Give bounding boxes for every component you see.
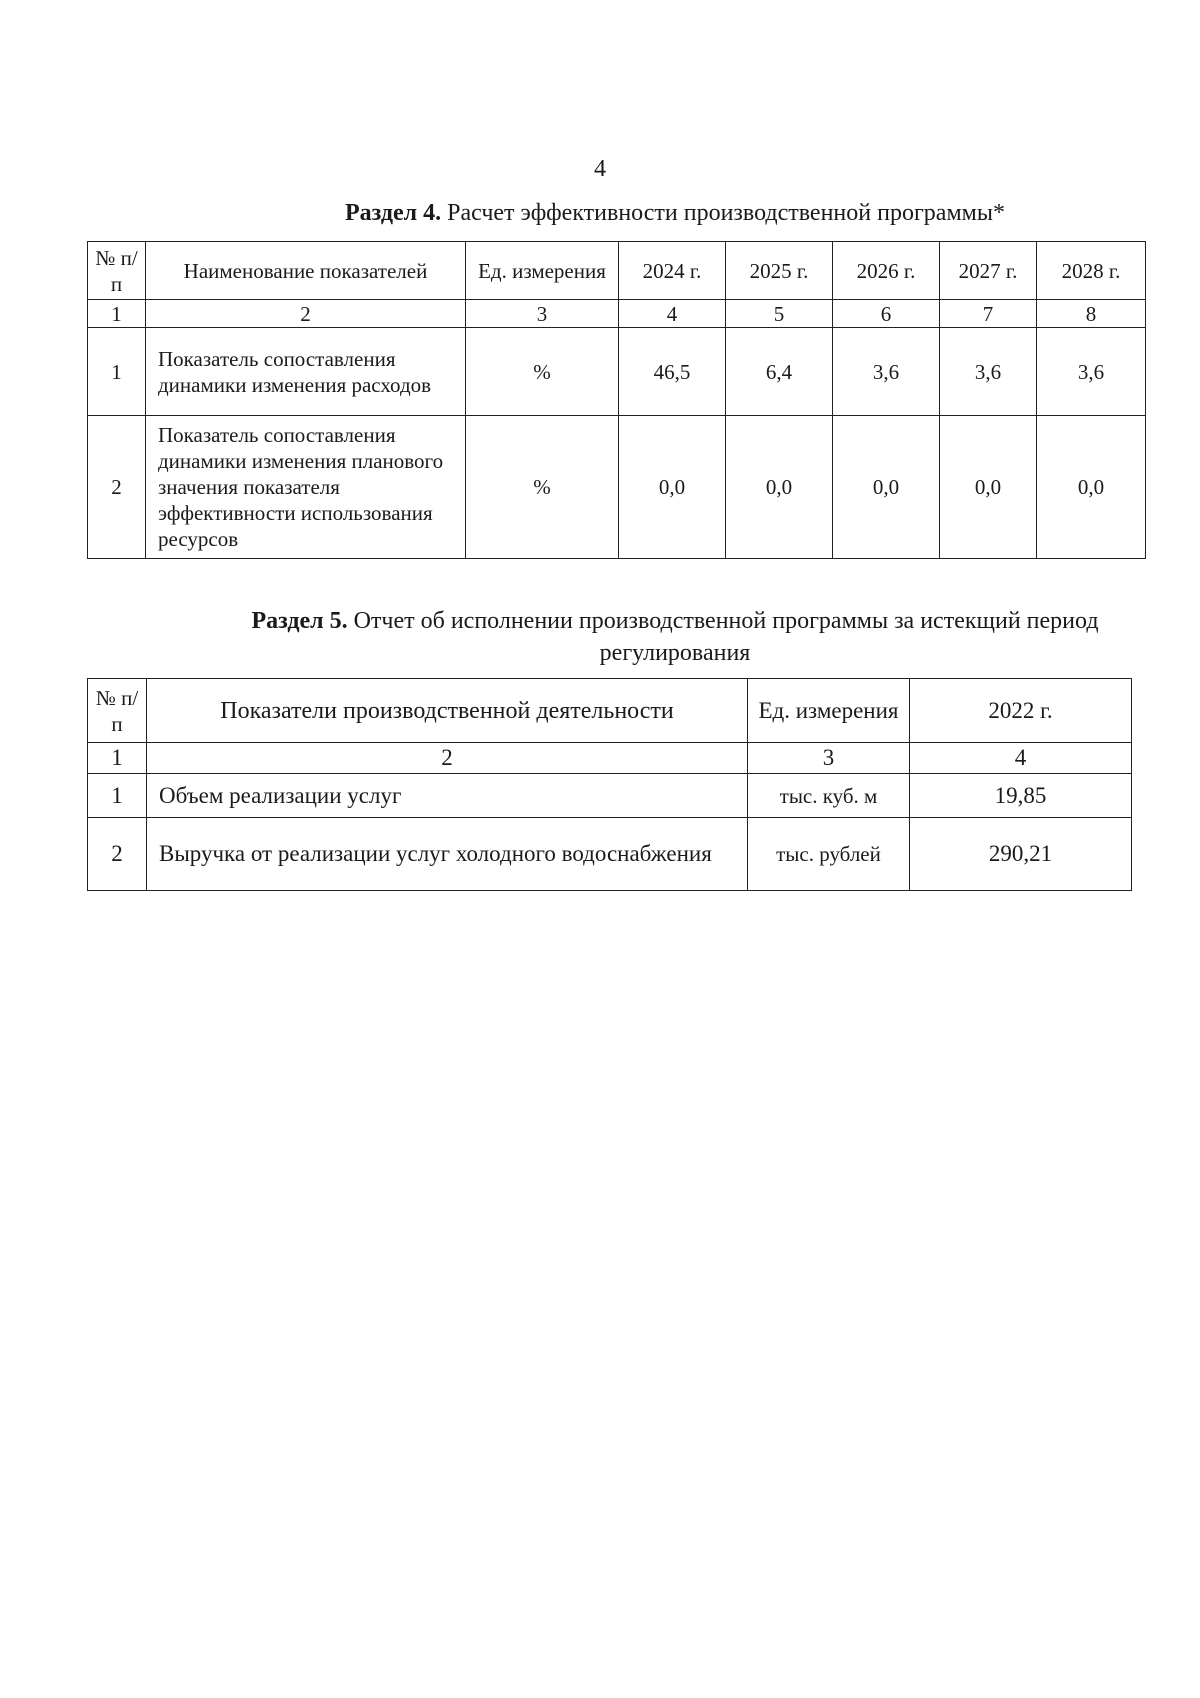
- indicator-name: Выручка от реализации услуг холодного водоснабжения: [147, 818, 748, 891]
- unit-cell: тыс. куб. м: [748, 774, 910, 818]
- indicator-name: Объем реализации услуг: [147, 774, 748, 818]
- unit-cell: %: [466, 416, 619, 559]
- column-number-row: [88, 743, 1132, 774]
- row-number: 2: [88, 818, 147, 891]
- value-cell: 0,0: [726, 416, 833, 559]
- value-cell: 0,0: [1037, 416, 1146, 559]
- value-cell: 19,85: [910, 774, 1132, 818]
- header-cell-year: 2022 г.: [910, 679, 1132, 743]
- indicator-name: Показатель сопоставления динамики изменения расходов: [146, 328, 466, 416]
- header-cell-num: № п/п: [88, 242, 146, 300]
- header-cell-name: Показатели производственной деятельности: [147, 679, 748, 743]
- table-row: [88, 416, 1146, 559]
- column-number: 2: [146, 300, 466, 328]
- efficiency-table: [87, 241, 1146, 559]
- header-cell-unit: Ед. измерения: [466, 242, 619, 300]
- table-row: [88, 818, 1132, 891]
- column-number: 1: [88, 300, 146, 328]
- value-cell: 3,6: [833, 328, 940, 416]
- indicator-name: Показатель сопоставления динамики изменения планового значения показателя эффективности использования ресурсов: [146, 416, 466, 559]
- header-cell-unit: Ед. измерения: [748, 679, 910, 743]
- column-number-row: [88, 300, 1146, 328]
- header-cell-year: 2026 г.: [833, 242, 940, 300]
- row-number: 1: [88, 774, 147, 818]
- value-cell: 0,0: [940, 416, 1037, 559]
- section-4-label: Раздел 4.: [345, 200, 442, 226]
- column-number: 4: [910, 743, 1132, 774]
- section-4-heading: Расчет эффективности производственной программы*: [441, 200, 1005, 226]
- table-header-row: [88, 679, 1132, 743]
- value-cell: 290,21: [910, 818, 1132, 891]
- column-number: 3: [466, 300, 619, 328]
- column-number: 3: [748, 743, 910, 774]
- page-number: 4: [594, 156, 606, 182]
- execution-report-table: [87, 678, 1132, 891]
- row-number: 1: [88, 328, 146, 416]
- value-cell: 46,5: [619, 328, 726, 416]
- header-cell-year: 2028 г.: [1037, 242, 1146, 300]
- table-header-row: [88, 242, 1146, 300]
- unit-cell: %: [466, 328, 619, 416]
- value-cell: 3,6: [1037, 328, 1146, 416]
- column-number: 4: [619, 300, 726, 328]
- header-cell-year: 2024 г.: [619, 242, 726, 300]
- column-number: 7: [940, 300, 1037, 328]
- column-number: 8: [1037, 300, 1146, 328]
- value-cell: 6,4: [726, 328, 833, 416]
- column-number: 1: [88, 743, 147, 774]
- header-cell-num: № п/п: [88, 679, 147, 743]
- value-cell: 0,0: [619, 416, 726, 559]
- section-5-title: [200, 605, 1150, 669]
- column-number: 5: [726, 300, 833, 328]
- section-4-title: [310, 197, 1040, 229]
- column-number: 2: [147, 743, 748, 774]
- header-cell-year: 2025 г.: [726, 242, 833, 300]
- value-cell: 0,0: [833, 416, 940, 559]
- unit-cell: тыс. рублей: [748, 818, 910, 891]
- column-number: 6: [833, 300, 940, 328]
- section-5-label: Раздел 5.: [251, 608, 348, 634]
- table-row: [88, 774, 1132, 818]
- header-cell-name: Наименование показателей: [146, 242, 466, 300]
- row-number: 2: [88, 416, 146, 559]
- table-row: [88, 328, 1146, 416]
- section-5-heading: Отчет об исполнении производственной программы за истекщий период регулирования: [347, 608, 1099, 666]
- value-cell: 3,6: [940, 328, 1037, 416]
- header-cell-year: 2027 г.: [940, 242, 1037, 300]
